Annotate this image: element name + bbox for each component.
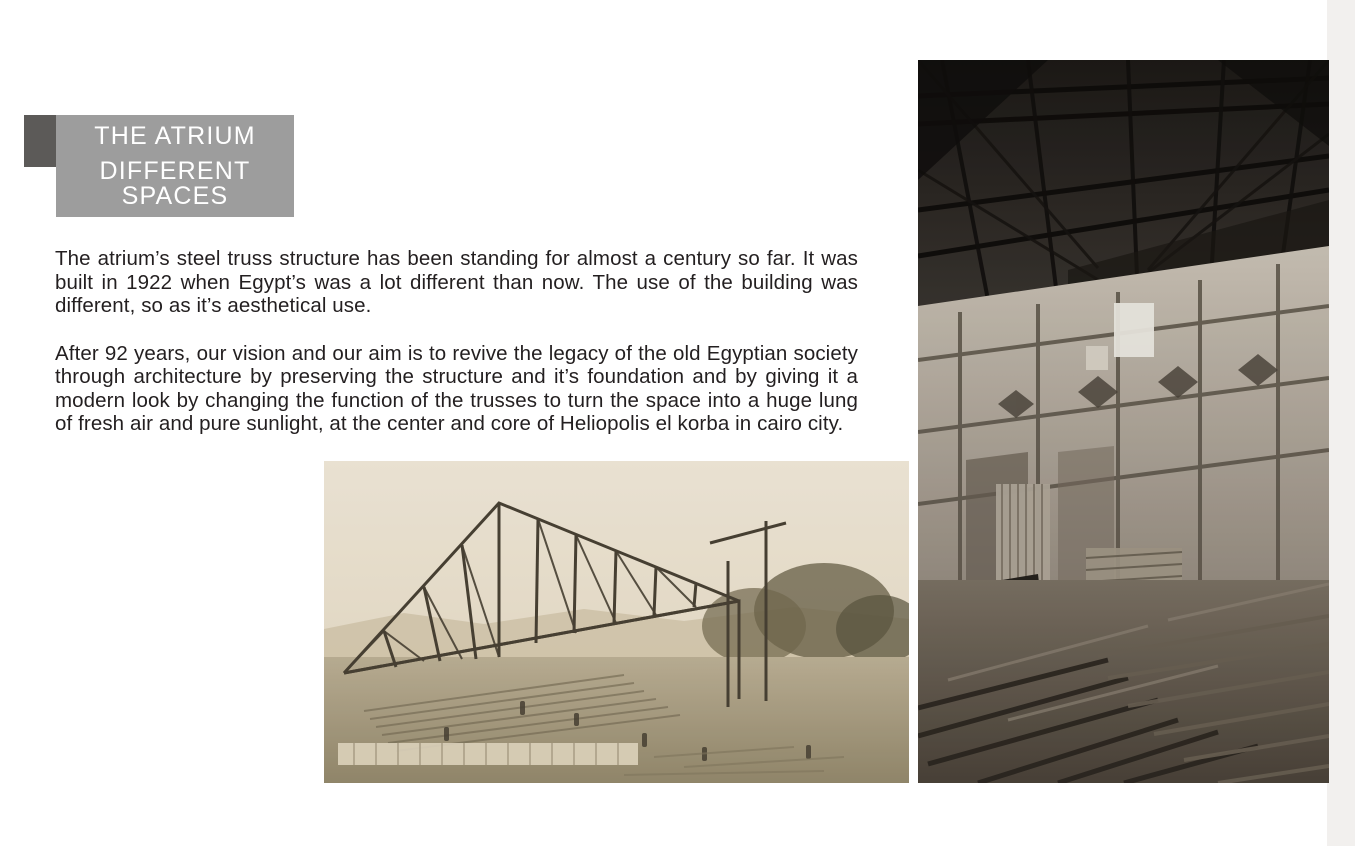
paragraph-2: After 92 years, our vision and our aim is to revive the legacy of the old Egyptian society through architecture by preserving the structure and it’s foundation and by giving it a modern look by changing the function of the trusses to turn the space into a huge lung of fresh air and pure sunlight, at the center and core of Heliopolis el korba in cairo city.: [55, 341, 858, 435]
title-block: [24, 115, 294, 217]
truss-photo-artwork: [324, 461, 909, 783]
right-edge-strip: [1327, 0, 1355, 846]
atrium-interior-ruins-photo: [918, 60, 1329, 783]
page-subtitle: DIFFERENT SPACES: [99, 156, 251, 210]
paragraph-1: The atrium’s steel truss structure has been standing for almost a century so far. It was built in 1922 when Egypt’s was a lot different than now. The use of the building was different, so as it’s aesthetical use.: [55, 247, 858, 317]
atrium-photo-artwork: [918, 60, 1329, 783]
page-title: THE ATRIUM: [94, 121, 256, 150]
title-accent-tab: [24, 115, 57, 167]
historic-truss-construction-photo: [324, 461, 909, 783]
body-text-container: [55, 247, 858, 436]
title-text-group: [56, 115, 294, 217]
